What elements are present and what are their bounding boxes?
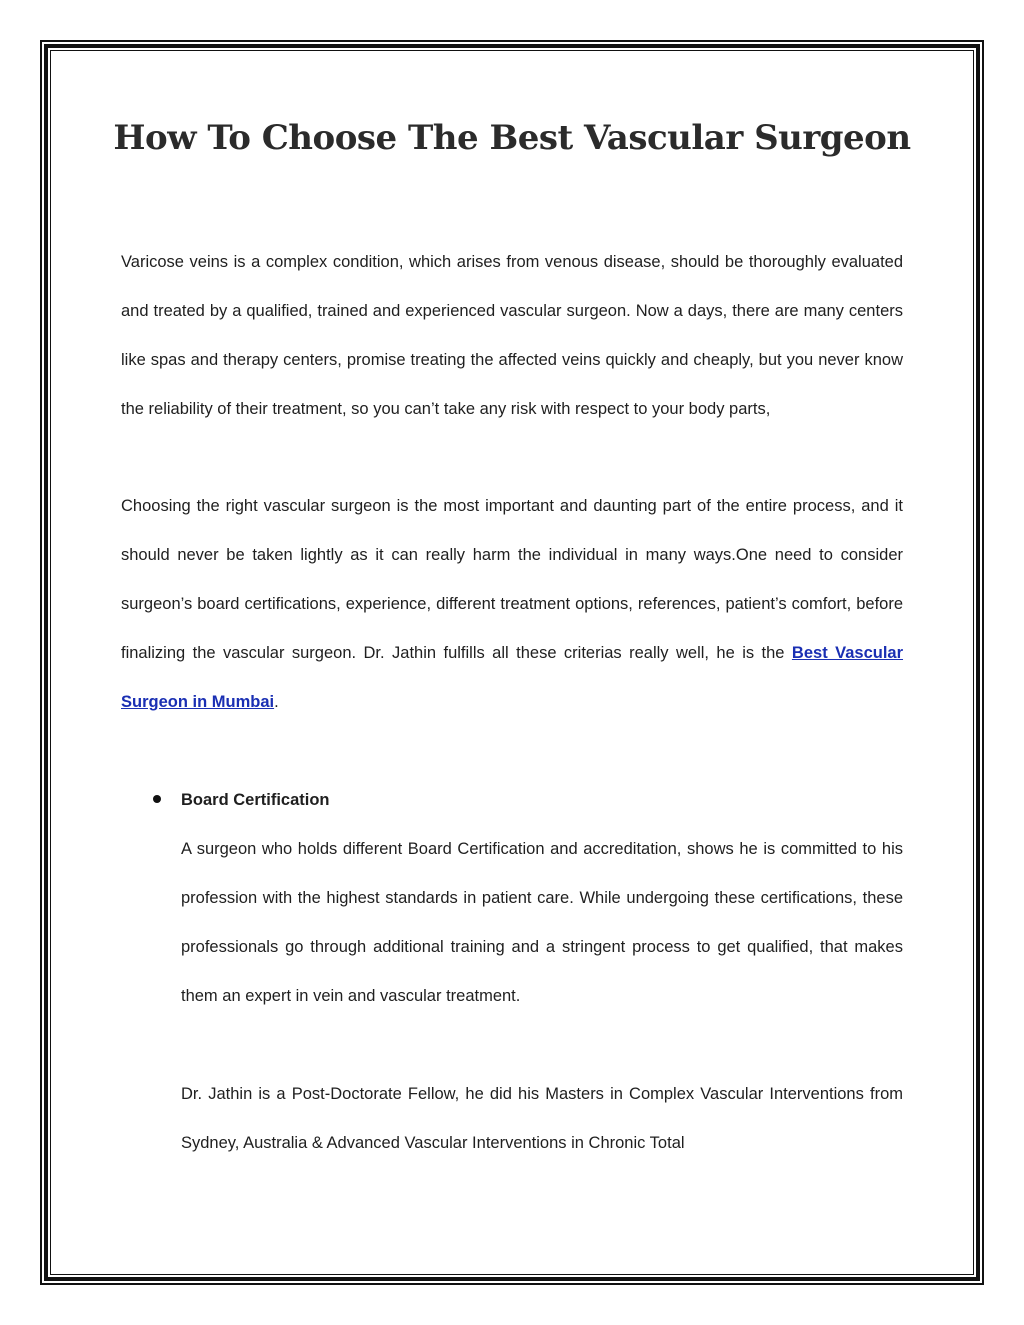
section-heading-board-certification: Board Certification — [181, 791, 330, 809]
bullet-dot-icon — [153, 795, 161, 803]
board-certification-paragraph: A surgeon who holds different Board Certification and accreditation, shows he is committed to his profession with the highest standards in patient care. While undergoing these certifications, these professionals go through additional training and a stringent process to get qualified, that makes them an expert in vein and vascular treatment. — [181, 840, 903, 1005]
document-title: How To Choose The Best Vascular Surgeon — [113, 118, 911, 158]
dr-jathin-credentials-paragraph: Dr. Jathin is a Post-Doctorate Fellow, he did his Masters in Complex Vascular Interventions from Sydney, Australia & Advanced Vascular Interventions in Chronic Total — [181, 1085, 903, 1152]
best-vascular-surgeon-link[interactable]: Best Vascular Surgeon in Mumbai — [121, 644, 904, 711]
intro-paragraph: Varicose veins is a complex condition, which arises from venous disease, should be thoroughly evaluated and treated by a qualified, trained and experienced vascular surgeon. Now a days, there are many centers like spas and therapy centers, promise treating the affected veins quickly and cheaply, but you never know the reliability of their treatment, so you can’t take any risk with respect to your body parts, — [121, 253, 903, 418]
choosing-surgeon-paragraph — [121, 482, 903, 727]
paragraph-end-punctuation: . — [274, 693, 279, 711]
paragraph-text: Choosing the right vascular surgeon is the most important and daunting part of the entire process, and it should never be taken lightly as it can really harm the individual in many ways.One need to consider surgeon’s board certifications, experience, different treatment options, references, patient’s comfort, before finalizing the vascular surgeon. Dr. Jathin fulfills all these criterias really well, he is the — [121, 497, 903, 662]
